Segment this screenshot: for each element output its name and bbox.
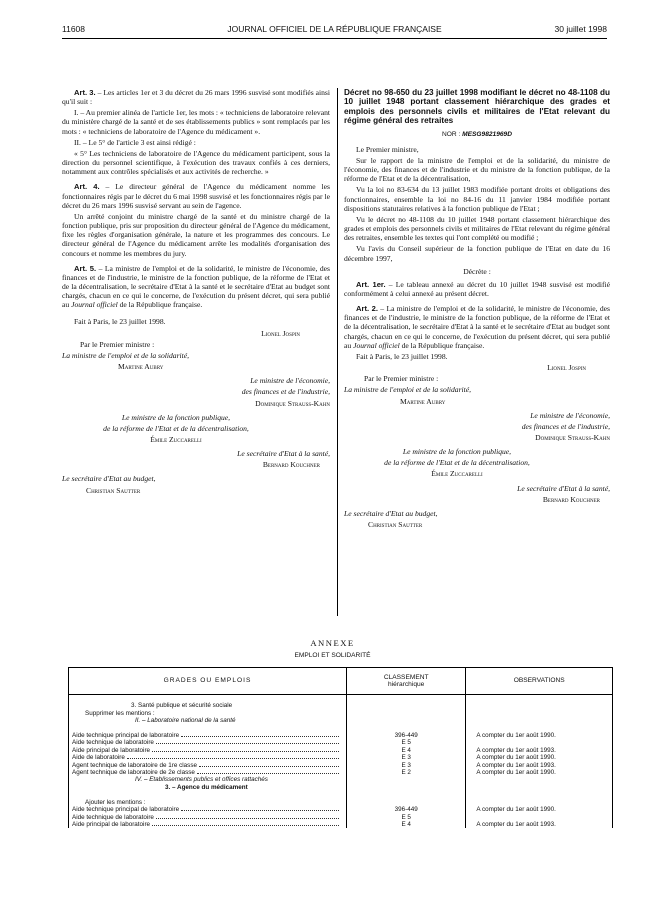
dot-leader: [152, 825, 339, 826]
annex-table: [68, 667, 613, 828]
right-column: [344, 88, 610, 531]
table-row: [69, 739, 613, 746]
art1-text: – Le tableau annexé au décret du 10 juillet 1948 susvisé est modifié conformément à celui annexé au présent décret.: [344, 279, 611, 298]
journal-title: JOURNAL OFFICIEL DE LA RÉPUBLIQUE FRANÇAISE: [227, 24, 442, 34]
rsig3-title2: de la réforme de l'Etat et de la décentralisation,: [384, 458, 530, 468]
observation-cell: [466, 702, 613, 709]
classement-cell: [346, 725, 465, 732]
grade-label: Aide principal de laboratoire: [72, 746, 151, 754]
rapport: Sur le rapport de la ministre de l'emploi et de la solidarité, du ministre de l'économie, des finances et de l'industrie et du ministre de la fonction publique, de la réforme de l'Etat et de la décentralisation,: [344, 155, 610, 184]
observation-cell: [466, 695, 613, 703]
rsig2-title2: des finances et de l'industrie,: [521, 421, 610, 431]
sig2-title2: des finances et de l'industrie,: [241, 387, 330, 397]
classement-cell: 396-449: [346, 732, 465, 739]
sig1-title: La ministre de l'emploi et de la solidarité,: [62, 350, 190, 360]
dot-leader: [181, 810, 339, 811]
issue-date: 30 juillet 1998: [554, 24, 607, 34]
grade-cell: [69, 754, 347, 761]
sig4-name: Bernard Kouchner: [262, 460, 320, 470]
grade-cell: [69, 739, 347, 746]
grade-label: Agent technique de laboratoire de 1re classe: [72, 761, 197, 769]
table-row: [69, 710, 613, 717]
column-divider: [337, 88, 338, 616]
table-row: [69, 725, 613, 732]
observation-cell: A compter du 1er août 1993.: [466, 747, 613, 754]
observation-cell: [466, 710, 613, 717]
table-row: [69, 702, 613, 709]
sig3-name: Émile Zuccarelli: [150, 435, 202, 444]
annex-title: ANNEXE: [310, 638, 355, 648]
grade-label: Aide technique principal de laboratoire: [72, 806, 180, 814]
dot-leader: [197, 773, 339, 774]
dot-leader: [199, 766, 339, 767]
observation-cell: A compter du 1er août 1990.: [466, 732, 613, 739]
sig3-title1: Le ministre de la fonction publique,: [121, 412, 231, 422]
art2-end: de la République française.: [399, 340, 485, 350]
col-classement: [346, 668, 465, 695]
classement-cell: E 4: [346, 821, 465, 828]
par-pm-right: Par le Premier ministre :: [364, 374, 439, 384]
grade-cell: 3. Santé publique et sécurité sociale: [69, 702, 347, 709]
jo-italic: Journal officiel: [71, 300, 118, 310]
left-column: [62, 88, 330, 497]
observation-cell: A compter du 1er août 1993.: [466, 821, 613, 828]
grade-cell: Supprimer les mentions :: [69, 710, 347, 717]
art5-end: de la République française.: [117, 300, 203, 310]
table-row: [69, 784, 613, 791]
observation-cell: [466, 799, 613, 806]
dot-leader: [127, 758, 339, 759]
annex-body: [69, 695, 613, 829]
observation-cell: [466, 814, 613, 821]
classement-cell: [346, 695, 465, 703]
rsig1-title: La ministre de l'emploi et de la solidarité,: [344, 385, 472, 395]
classement-cell: E 5: [346, 739, 465, 746]
grade-label: Aide de laboratoire: [72, 754, 125, 762]
grade-label: Aide technique de laboratoire: [72, 739, 154, 747]
classement-cell: E 2: [346, 769, 465, 776]
art4-p2: Un arrêté conjoint du ministre chargé de la santé et du ministre chargé de la fonction publique, pris sur proposition du directeur général de l'Agence du médicament, fixe les règles d'organisation générale, la nature et les programmes des concours. Le directeur général de l'Agence du médicament arrête les modalités d'organisation des concours et nomme les membres du jury.: [62, 211, 330, 258]
classement-cell: E 3: [346, 754, 465, 761]
rsig3-name: Émile Zuccarelli: [431, 469, 483, 479]
sig1-name: Martine Aubry: [118, 362, 164, 372]
art5-text: – La ministre de l'emploi et de la solidarité, le ministre de l'économie, des finances et de l'industrie, le ministre de la fonction publique, de la réforme de l'Etat et de la décentralisation, le secrétaire d'Etat à la santé et le secrétaire d'Etat au budget sont chargés, chacun en ce qui le concerne, de l'exécution du présent décret, qui sera publié au: [62, 263, 331, 310]
table-row: [69, 776, 613, 783]
rsig1-name: Martine Aubry: [400, 396, 446, 406]
annex-subtitle: EMPLOI ET SOLIDARITÉ: [294, 652, 371, 659]
classement-cell: [346, 710, 465, 717]
observation-cell: [466, 776, 613, 783]
grade-cell: [69, 814, 347, 821]
annex-header-row: [69, 668, 613, 695]
observation-cell: [466, 725, 613, 732]
sig2-title1: Le ministre de l'économie,: [250, 376, 330, 386]
observation-cell: [466, 791, 613, 798]
sig5-title: Le secrétaire d'Etat au budget,: [62, 474, 156, 484]
page-number: 11608: [62, 24, 86, 34]
observation-cell: A compter du 1er août 1990.: [466, 754, 613, 761]
nor-reference: [344, 130, 610, 139]
art4-text: – Le directeur général de l'Agence du médicament nomme les fonctionnaires régis par le décret du 6 mai 1998 susvisé et les fonctionnaires régis par le décret du 26 mars 1996 susvisé servant au sein de l'agence.: [62, 182, 330, 210]
dot-leader: [156, 818, 339, 819]
rsig5-title: Le secrétaire d'Etat au budget,: [344, 508, 438, 518]
rsig4-title: Le secrétaire d'Etat à la santé,: [517, 483, 610, 493]
art3-i: I. – Au premier alinéa de l'article 1er, les mots : « techniciens de laboratoire relevant du ministère chargé de la santé et de ses établissements publics » sont remplacés par les mots : « techniciens de laboratoire de l'Agence du médicament ».: [62, 108, 330, 136]
col-classement-line1: CLASSEMENT: [383, 673, 429, 681]
grade-cell: II. – Laboratoire national de la santé: [69, 717, 347, 724]
art5-label: Art. 5.: [74, 263, 97, 273]
par-pm: Par le Premier ministre :: [80, 339, 155, 349]
grade-cell: IV. – Etablissements publics et offices rattachés: [69, 776, 347, 783]
table-row: [69, 769, 613, 776]
art1-label: Art. 1er.: [356, 279, 386, 289]
col-observations: OBSERVATIONS: [466, 668, 613, 695]
sig2-name: Dominique Strauss-Kahn: [255, 398, 330, 408]
art3-ii: II. – Le 5° de l'article 3 est ainsi rédigé :: [74, 137, 196, 147]
grade-label: Aide principal de laboratoire: [72, 820, 151, 828]
grade-cell: 3. – Agence du médicament: [69, 784, 347, 791]
rsig2-title1: Le ministre de l'économie,: [530, 410, 610, 420]
classement-cell: [346, 717, 465, 724]
art4-label: Art. 4.: [74, 182, 100, 192]
pm-name-right: Lionel Jospin: [547, 363, 586, 373]
art2-text: – La ministre de l'emploi et de la solidarité, le ministre de l'économie, des finances et de l'industrie, le ministre de la fonction publique, de la réforme de l'Etat et de la décentralisation, le secrétaire d'Etat à la santé et le secrétaire d'Etat au budget sont chargés, chacun en ce qui le concerne, de l'exécution du présent décret, qui sera publié au: [344, 304, 610, 350]
classement-cell: E 3: [346, 762, 465, 769]
grade-cell: [69, 769, 347, 776]
observation-cell: A compter du 1er août 1993.: [466, 762, 613, 769]
classement-cell: [346, 791, 465, 798]
observation-cell: [466, 784, 613, 791]
grade-cell: [69, 762, 347, 769]
header-rule: [62, 38, 607, 39]
vu-decret: Vu le décret no 48-1108 du 10 juillet 1948 portant classement hiérarchique des grades et emplois des personnels civils et militaires de l'Etat relevant du régime général des retraites, ensemble les textes qui l'ont complété ou modifié ;: [344, 214, 610, 243]
grade-cell: Ajouter les mentions :: [69, 799, 347, 806]
table-row: [69, 762, 613, 769]
table-row: [69, 821, 613, 828]
dot-leader: [181, 736, 339, 737]
observation-cell: [466, 739, 613, 746]
table-row: [69, 717, 613, 724]
art3-label: Art. 3.: [74, 88, 96, 97]
grade-cell: [69, 747, 347, 754]
col-grades: GRADES OU EMPLOIS: [69, 668, 347, 695]
decree-title: Décret no 98-650 du 23 juillet 1998 modifiant le décret no 48-1108 du 10 juillet 1948 portant classement hiérarchique des grades et emplois des personnels civils et militaires de l'Etat relevant du régime général des retraites: [344, 88, 610, 126]
jo-italic-right: Journal officiel: [353, 340, 400, 350]
rsig3-title1: Le ministre de la fonction publique,: [402, 447, 512, 457]
table-row: [69, 814, 613, 821]
observation-cell: [466, 717, 613, 724]
fait: Fait à Paris, le 23 juillet 1998.: [74, 317, 166, 327]
observation-cell: A compter du 1er août 1990.: [466, 769, 613, 776]
art3-ii-quote: « 5° Les techniciens de laboratoire de l'Agence du médicament participent, sous la direction du personnel scientifique, à l'exécution des travaux confiés à ces derniers, notamment aux contrôles spécialisés et aux activités de recherche. »: [62, 148, 330, 177]
nor-label: NOR :: [441, 130, 463, 138]
rsig2-name: Dominique Strauss-Kahn: [535, 433, 610, 442]
classement-cell: [346, 799, 465, 806]
page-header: [62, 24, 607, 38]
vu-loi: Vu la loi no 83-634 du 13 juillet 1983 modifiée portant droits et obligations des fonctionnaires, ensemble la loi no 84-16 du 11 janvier 1984 modifiée portant dispositions statutaires relatives à la fonction publique de l'Etat ;: [344, 185, 610, 213]
vu-avis: Vu l'avis du Conseil supérieur de la fonction publique de l'Etat en date du 16 décembre 1997,: [344, 244, 610, 263]
grade-label: Aide technique de laboratoire: [72, 813, 154, 821]
col-classement-line2: hiérarchique: [388, 681, 425, 688]
table-row: [69, 806, 613, 813]
table-row: [69, 799, 613, 806]
classement-cell: E 4: [346, 747, 465, 754]
pm-name: Lionel Jospin: [261, 328, 300, 338]
classement-cell: [346, 702, 465, 709]
sig4-title: Le secrétaire d'Etat à la santé,: [237, 449, 330, 459]
grade-cell: [69, 695, 347, 703]
decrete: Décrète :: [463, 266, 491, 276]
dot-leader: [152, 751, 339, 752]
grade-cell: [69, 821, 347, 828]
classement-cell: E 5: [346, 814, 465, 821]
table-row: [69, 747, 613, 754]
dot-leader: [156, 743, 339, 744]
grade-cell: [69, 791, 347, 798]
rsig4-name: Bernard Kouchner: [542, 494, 600, 504]
classement-cell: 396-449: [346, 806, 465, 813]
sig5-name: Christian Sautter: [86, 485, 141, 495]
table-row: [69, 754, 613, 761]
classement-cell: [346, 784, 465, 791]
grade-label: Aide technique principal de laboratoire: [72, 732, 180, 740]
grade-cell: [69, 725, 347, 732]
sig3-title2: de la réforme de l'Etat et de la décentralisation,: [103, 423, 249, 433]
rsig5-name: Christian Sautter: [368, 520, 423, 530]
table-row: [69, 695, 613, 703]
pm-line: Le Premier ministre,: [356, 144, 419, 154]
table-row: [69, 732, 613, 739]
observation-cell: A compter du 1er août 1990.: [466, 806, 613, 813]
art3-text: – Les articles 1er et 3 du décret du 26 mars 1996 susvisé sont modifiés ainsi qu'il suit :: [62, 88, 330, 107]
nor-code: MESG9821969D: [462, 130, 512, 138]
art2-label: Art. 2.: [356, 304, 378, 314]
classement-cell: [346, 776, 465, 783]
grade-cell: [69, 806, 347, 813]
table-row: [69, 791, 613, 798]
grade-cell: [69, 732, 347, 739]
grade-label: Agent technique de laboratoire de 2e classe: [72, 769, 195, 777]
fait-right: Fait à Paris, le 23 juillet 1998.: [356, 351, 448, 361]
